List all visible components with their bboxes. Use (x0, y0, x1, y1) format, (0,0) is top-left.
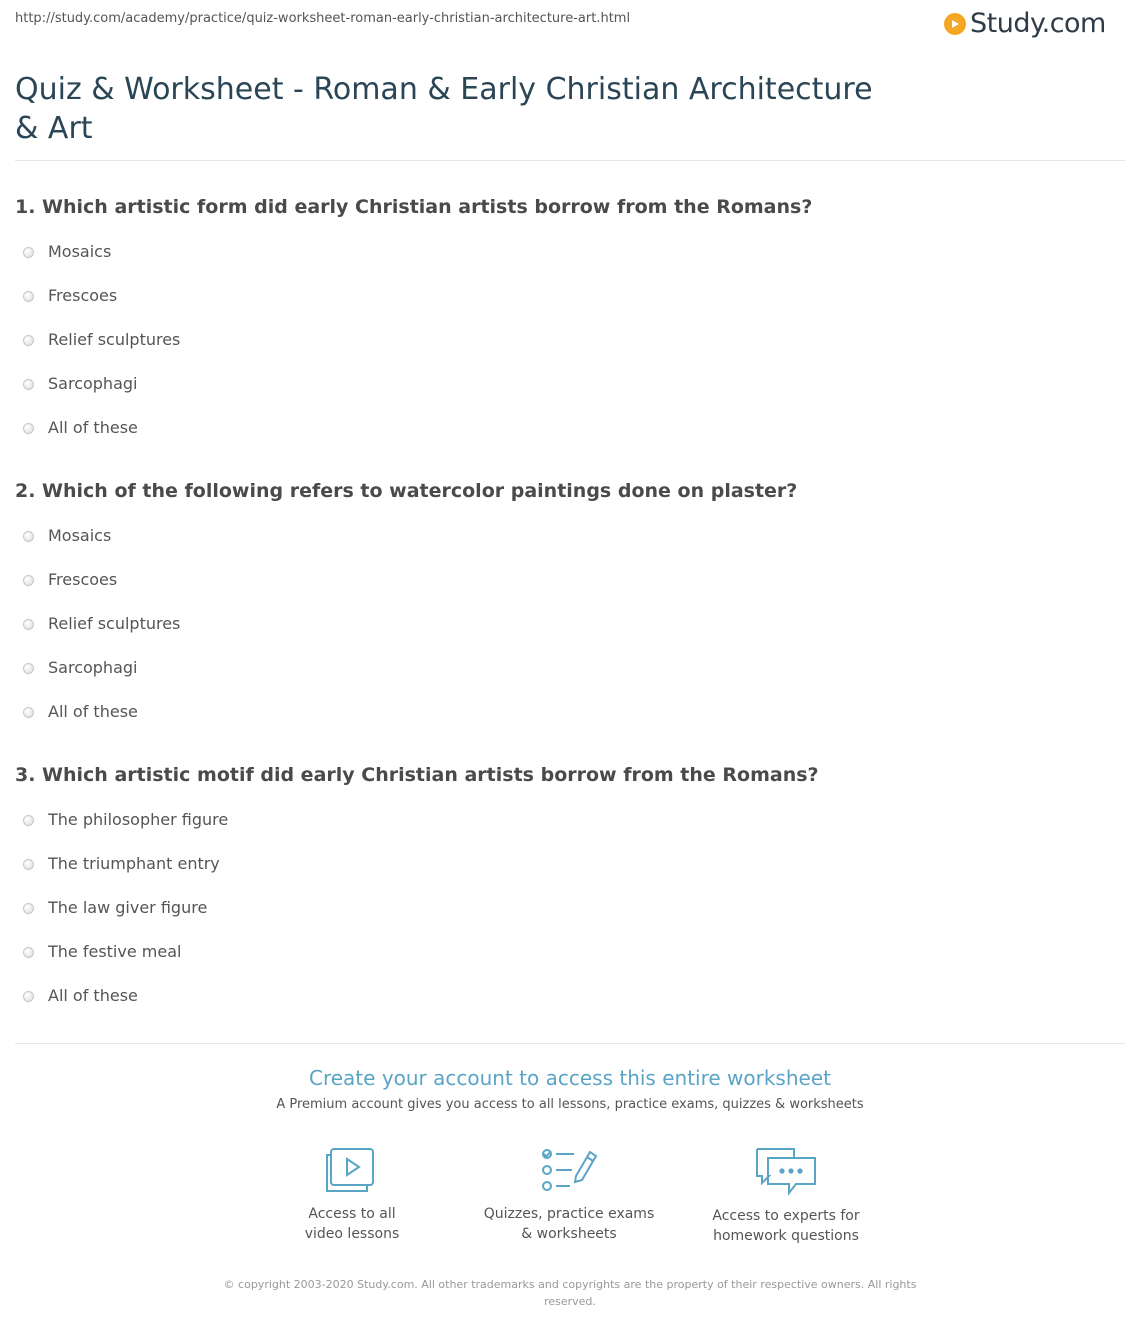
answer-label: The philosopher figure (48, 810, 229, 829)
answer-label: The festive meal (48, 942, 182, 961)
answer-options (15, 520, 1115, 740)
radio-button[interactable] (23, 379, 34, 390)
answer-option[interactable] (15, 280, 1115, 324)
radio-button[interactable] (23, 815, 34, 826)
question-2 (15, 477, 1115, 740)
answer-option[interactable] (15, 804, 1115, 848)
answer-label: Sarcophagi (48, 374, 138, 393)
page-title: Quiz & Worksheet - Roman & Early Christian Architecture & Art (15, 72, 873, 146)
answer-label: Mosaics (48, 242, 112, 261)
answer-label: Mosaics (48, 526, 112, 545)
page-url: http://study.com/academy/practice/quiz-worksheet-roman-early-christian-architecture-art.html (15, 11, 631, 26)
answer-option[interactable] (15, 980, 1115, 1024)
answer-option[interactable] (15, 324, 1115, 368)
feature-label: Access to all video lessons (304, 1206, 400, 1242)
promo-divider (15, 1043, 1125, 1044)
answer-options (15, 236, 1115, 456)
feature-label: Access to experts for homework questions (712, 1208, 860, 1244)
question-text: 2. Which of the following refers to watercolor paintings done on plaster? (15, 480, 798, 502)
feature-quizzes (469, 1146, 669, 1244)
radio-button[interactable] (23, 663, 34, 674)
answer-option[interactable] (15, 412, 1115, 456)
radio-button[interactable] (23, 903, 34, 914)
answer-label: Relief sculptures (48, 330, 181, 349)
quiz-list-icon (540, 1146, 598, 1194)
video-lesson-icon (325, 1146, 379, 1194)
answer-label: The law giver figure (48, 898, 208, 917)
answer-option[interactable] (15, 608, 1115, 652)
title-divider (15, 160, 1125, 161)
radio-button[interactable] (23, 859, 34, 870)
answer-option[interactable] (15, 368, 1115, 412)
radio-button[interactable] (23, 991, 34, 1002)
question-text: 1. Which artistic form did early Christian artists borrow from the Romans? (15, 196, 813, 218)
answer-label: All of these (48, 702, 138, 721)
copyright-footer: © copyright 2003-2020 Study.com. All other trademarks and copyrights are the property of their respective owners. All rights reserved. (223, 1278, 917, 1308)
radio-button[interactable] (23, 619, 34, 630)
answer-options (15, 804, 1115, 1024)
question-text: 3. Which artistic motif did early Christian artists borrow from the Romans? (15, 764, 819, 786)
answer-option[interactable] (15, 236, 1115, 280)
promo-title[interactable]: Create your account to access this entire worksheet (309, 1066, 831, 1090)
radio-button[interactable] (23, 335, 34, 346)
answer-option[interactable] (15, 848, 1115, 892)
question-3 (15, 761, 1115, 1024)
answer-option[interactable] (15, 892, 1115, 936)
radio-button[interactable] (23, 423, 34, 434)
answer-option[interactable] (15, 564, 1115, 608)
feature-label: Quizzes, practice exams & worksheets (483, 1206, 655, 1242)
radio-button[interactable] (23, 707, 34, 718)
play-icon (944, 13, 966, 35)
answer-option[interactable] (15, 936, 1115, 980)
answer-label: Sarcophagi (48, 658, 138, 677)
answer-option[interactable] (15, 652, 1115, 696)
radio-button[interactable] (23, 291, 34, 302)
radio-button[interactable] (23, 531, 34, 542)
logo-text: Study.com (970, 8, 1106, 39)
promo-subtitle: A Premium account gives you access to all lessons, practice exams, quizzes & worksheets (276, 1097, 864, 1112)
answer-option[interactable] (15, 520, 1115, 564)
answer-option[interactable] (15, 696, 1115, 740)
answer-label: The triumphant entry (48, 854, 220, 873)
answer-label: Relief sculptures (48, 614, 181, 633)
feature-video-lessons (252, 1146, 452, 1244)
answer-label: All of these (48, 418, 138, 437)
radio-button[interactable] (23, 247, 34, 258)
question-1 (15, 193, 1115, 456)
radio-button[interactable] (23, 947, 34, 958)
study-logo[interactable] (944, 8, 1106, 39)
radio-button[interactable] (23, 575, 34, 586)
answer-label: Frescoes (48, 570, 118, 589)
answer-label: All of these (48, 986, 138, 1005)
chat-bubbles-icon (754, 1146, 818, 1196)
answer-label: Frescoes (48, 286, 118, 305)
feature-experts (686, 1146, 886, 1246)
